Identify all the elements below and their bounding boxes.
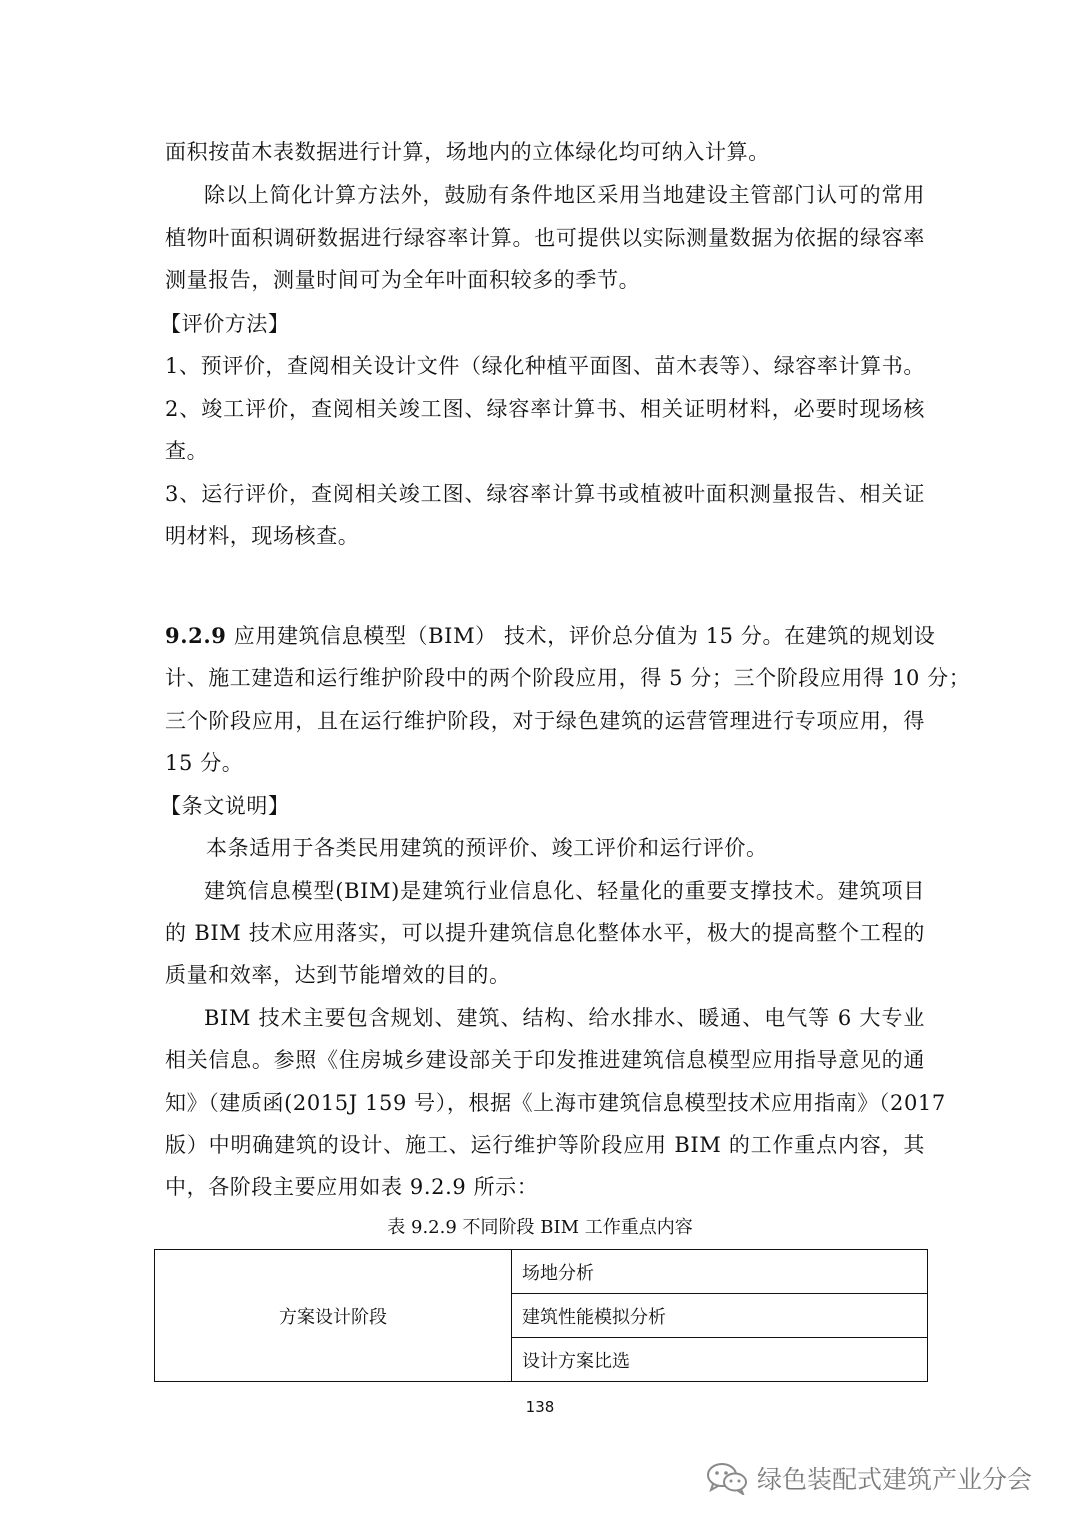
watermark — [705, 1460, 1032, 1496]
paragraph-line: 15 分。 — [165, 751, 244, 775]
paragraph-line: 本条适用于各类民用建筑的预评价、竣工评价和运行评价。 — [206, 836, 768, 860]
table-caption: 表 9.2.9 不同阶段 BIM 工作重点内容 — [387, 1217, 693, 1238]
page-number: 138 — [525, 1398, 555, 1416]
paragraph-line: BIM 技术主要包含规划、建筑、结构、给水排水、暖通、电气等 6 大专业 — [204, 1006, 925, 1030]
clause-number: 9.2.9 — [165, 623, 227, 648]
paragraph-line: 质量和效率，达到节能增效的目的。 — [165, 963, 511, 987]
table-cell-item: 设计方案比选 — [512, 1338, 928, 1382]
section-heading-explanation: 【条文说明】 — [160, 794, 290, 818]
clause-first-line — [165, 621, 936, 651]
table-row — [155, 1250, 928, 1294]
paragraph-line: 版）中明确建筑的设计、施工、运行维护等阶段应用 BIM 的工作重点内容，其 — [165, 1133, 925, 1157]
paragraph-line: 知》（建质函(2015J 159 号），根据《上海市建筑信息模型技术应用指南》（2017 — [165, 1091, 946, 1115]
bim-stage-table — [154, 1249, 928, 1382]
table-cell-item: 建筑性能模拟分析 — [512, 1294, 928, 1338]
list-item: 2、竣工评价，查阅相关竣工图、绿容率计算书、相关证明材料，必要时现场核 — [165, 397, 925, 421]
watermark-text: 绿色装配式建筑产业分会 — [757, 1465, 1033, 1494]
list-item: 3、运行评价，查阅相关竣工图、绿容率计算书或植被叶面积测量报告、相关证 — [165, 482, 925, 506]
table-cell-item: 场地分析 — [512, 1250, 928, 1294]
paragraph-line: 面积按苗木表数据进行计算，场地内的立体绿化均可纳入计算。 — [165, 140, 770, 164]
paragraph-line: 中，各阶段主要应用如表 9.2.9 所示： — [165, 1175, 539, 1199]
paragraph-line: 计、施工建造和运行维护阶段中的两个阶段应用，得 5 分；三个阶段应用得 10 分； — [165, 666, 971, 690]
paragraph-line: 建筑信息模型(BIM)是建筑行业信息化、轻量化的重要支撑技术。建筑项目 — [204, 879, 925, 903]
paragraph-line: 相关信息。参照《住房城乡建设部关于印发推进建筑信息模型应用指导意见的通 — [165, 1048, 925, 1072]
paragraph-line: 除以上简化计算方法外，鼓励有条件地区采用当地建设主管部门认可的常用 — [204, 183, 925, 207]
paragraph-line: 植物叶面积调研数据进行绿容率计算。也可提供以实际测量数据为依据的绿容率 — [165, 226, 925, 250]
table-cell-stage: 方案设计阶段 — [155, 1250, 512, 1382]
paragraph-line: 测量报告，测量时间可为全年叶面积较多的季节。 — [165, 268, 641, 292]
list-item: 1、预评价，查阅相关设计文件（绿化种植平面图、苗木表等）、绿容率计算书。 — [165, 354, 925, 378]
clause-text: 应用建筑信息模型（BIM） 技术，评价总分值为 15 分。在建筑的规划设 — [226, 624, 936, 648]
paragraph-line: 的 BIM 技术应用落实，可以提升建筑信息化整体水平，极大的提高整个工程的 — [165, 921, 925, 945]
list-item-continuation: 明材料，现场核查。 — [165, 524, 360, 548]
section-heading-evaluation: 【评价方法】 — [160, 312, 290, 336]
list-item-continuation: 查。 — [165, 439, 209, 463]
wechat-icon — [705, 1461, 749, 1495]
paragraph-line: 三个阶段应用，且在运行维护阶段，对于绿色建筑的运营管理进行专项应用，得 — [165, 709, 925, 733]
